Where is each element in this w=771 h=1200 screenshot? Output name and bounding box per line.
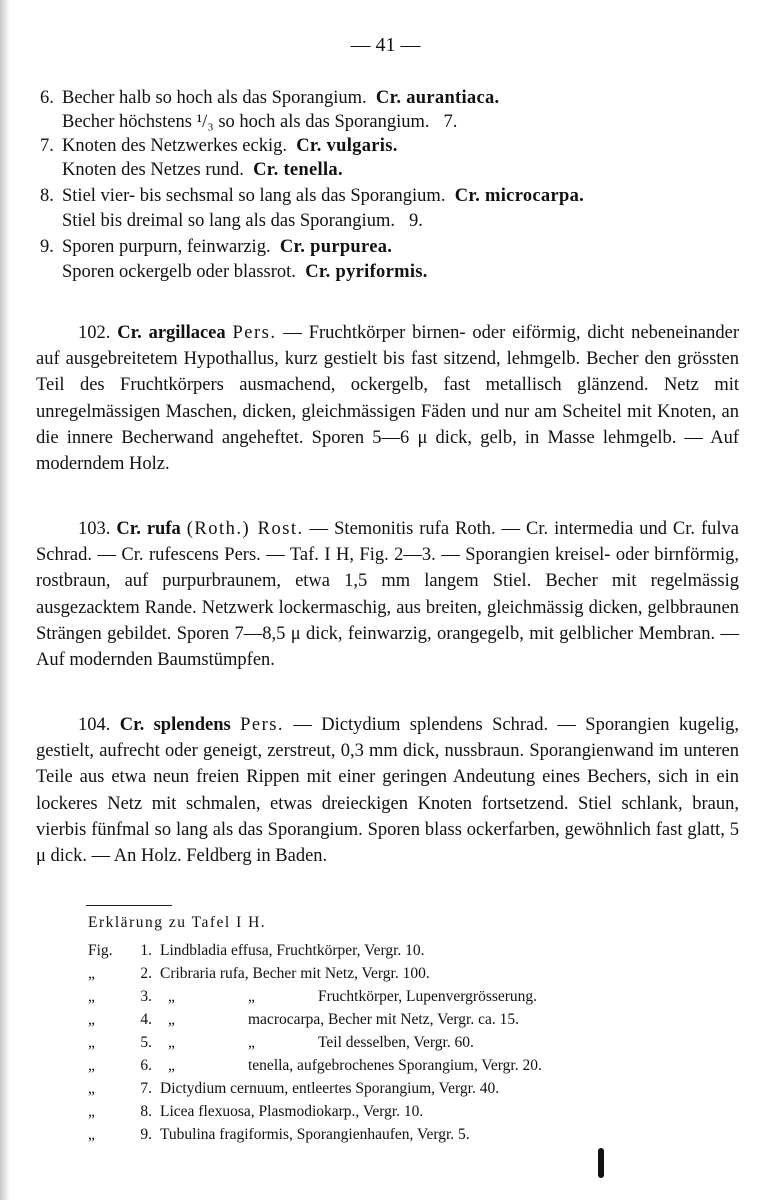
legend-title: Erklärung zu Tafel I H. xyxy=(88,914,267,931)
key-line: Becher höchstens ¹/₃ so hoch als das Sporangium. 7. xyxy=(62,112,458,132)
figure-line: „ 2. Cribraria rufa, Becher mit Netz, Vergr. 100. xyxy=(88,965,430,982)
key-line: Knoten des Netzes rund. Cr. tenella. xyxy=(62,160,343,180)
species-name: Cr. splendens xyxy=(119,715,231,735)
species-name: Cr. pyriformis. xyxy=(305,262,428,282)
figure-line: „ 5. „ „ Teil desselben, Vergr. 60. xyxy=(88,1034,474,1051)
key-line: 8. Stiel vier- bis sechsmal so lang als das Sporangium. Cr. microcarpa. xyxy=(40,186,585,206)
key-line: Sporen ockergelb oder blassrot. Cr. pyriformis. xyxy=(62,262,428,282)
species-name: Cr. purpurea. xyxy=(279,237,393,257)
species-name: Cr. microcarpa. xyxy=(454,186,585,206)
species-name: Cr. rufa xyxy=(116,519,181,539)
figure-line: „ 7. Dictydium cernuum, entleertes Sporangium, Vergr. 40. xyxy=(88,1080,500,1097)
key-line: 7. Knoten des Netzwerkes eckig. Cr. vulgaris. xyxy=(40,136,398,156)
figure-line: Fig. 1. Lindbladia effusa, Fruchtkörper, Vergr. 10. xyxy=(88,942,425,959)
key-line: Stiel bis dreimal so lang als das Sporangium. 9. xyxy=(62,211,423,231)
key-line: 6. Becher halb so hoch als das Sporangium. Cr. aurantiaca. xyxy=(40,88,500,108)
ink-blot-mark xyxy=(598,1148,604,1178)
figure-line: „ 4. „ macrocarpa, Becher mit Netz, Vergr. ca. 15. xyxy=(88,1011,519,1028)
figure-line: „ 9. Tubulina fragiformis, Sporangienhaufen, Vergr. 5. xyxy=(88,1126,470,1143)
key-line: 9. Sporen purpurn, feinwarzig. Cr. purpurea. xyxy=(40,237,393,257)
species-entry: 103. Cr. rufa (Roth.) Rost. — Stemonitis rufa Roth. — Cr. intermedia und Cr. fulva Schrad. — Cr. rufescens Pers. — Taf. I H, Fig. 2—3. — Sporangien kreisel- oder birnförmig, rostbraun, auf purpurbraunem, etwa 1,5 mm langem Stiel. Becher mit regelmässig ausgezacktem Rande. Netzwerk lockermaschig, aus breiten, gleichmässig dicken, gelbbraunen Strängen gebildet. Sporen 7—8,5 μ dick, feinwarzig, orangegelb, mit gelblicher Membran. — Auf modernden Baumstümpfen. xyxy=(36,519,740,671)
species-name: Cr. vulgaris. xyxy=(296,136,398,156)
species-entry: 102. Cr. argillacea Pers. — Fruchtkörper birnen- oder eiförmig, dicht nebeneinander auf ausgebreitetem Hypothallus, kurz gestielt bis fast sitzend, lehmgelb. Becher den grössten Teil des Fruchtkörpers ausmachend, ockergelb, fast metallisch glänzend. Netz mit unregelmässigen Maschen, dicken, gleichmässigen Fäden und nur am Scheitel mit Knoten, an die innere Becherwand angeheftet. Sporen 5—6 μ dick, gelb, in Masse lehmgelb. — Auf moderndem Holz. xyxy=(36,323,740,475)
figure-line: „ 6. „ tenella, aufgebrochenes Sporangium, Vergr. 20. xyxy=(88,1057,542,1074)
species-name: Cr. tenella. xyxy=(253,160,343,180)
figure-line: „ 8. Licea flexuosa, Plasmodiokarp., Vergr. 10. xyxy=(88,1103,424,1120)
page-number: — 41 — xyxy=(350,34,421,56)
species-entry: 104. Cr. splendens Pers. — Dictydium splendens Schrad. — Sporangien kugelig, gestielt, aufrecht oder geneigt, zerstreut, 0,3 mm dick, nussbraun. Sporangienwand im unteren Teile aus etwa neun freien Rippen mit einer geringen Andeutung eines Bechers, sich in ein lockeres Netz mit schmalen, etwas dreieckigen Knoten fortsetzend. Stiel schlank, braun, vierbis fünfmal so lang als das Sporangium. Sporen blass ockerfarben, gewöhnlich fast glatt, 5 μ dick. — An Holz. Feldberg in Baden. xyxy=(36,715,740,867)
separator-rule xyxy=(86,905,172,906)
species-name: Cr. argillacea xyxy=(117,323,226,343)
species-name: Cr. aurantiaca. xyxy=(375,88,500,108)
figure-line: „ 3. „ „ Fruchtkörper, Lupenvergrösserung. xyxy=(88,988,538,1005)
